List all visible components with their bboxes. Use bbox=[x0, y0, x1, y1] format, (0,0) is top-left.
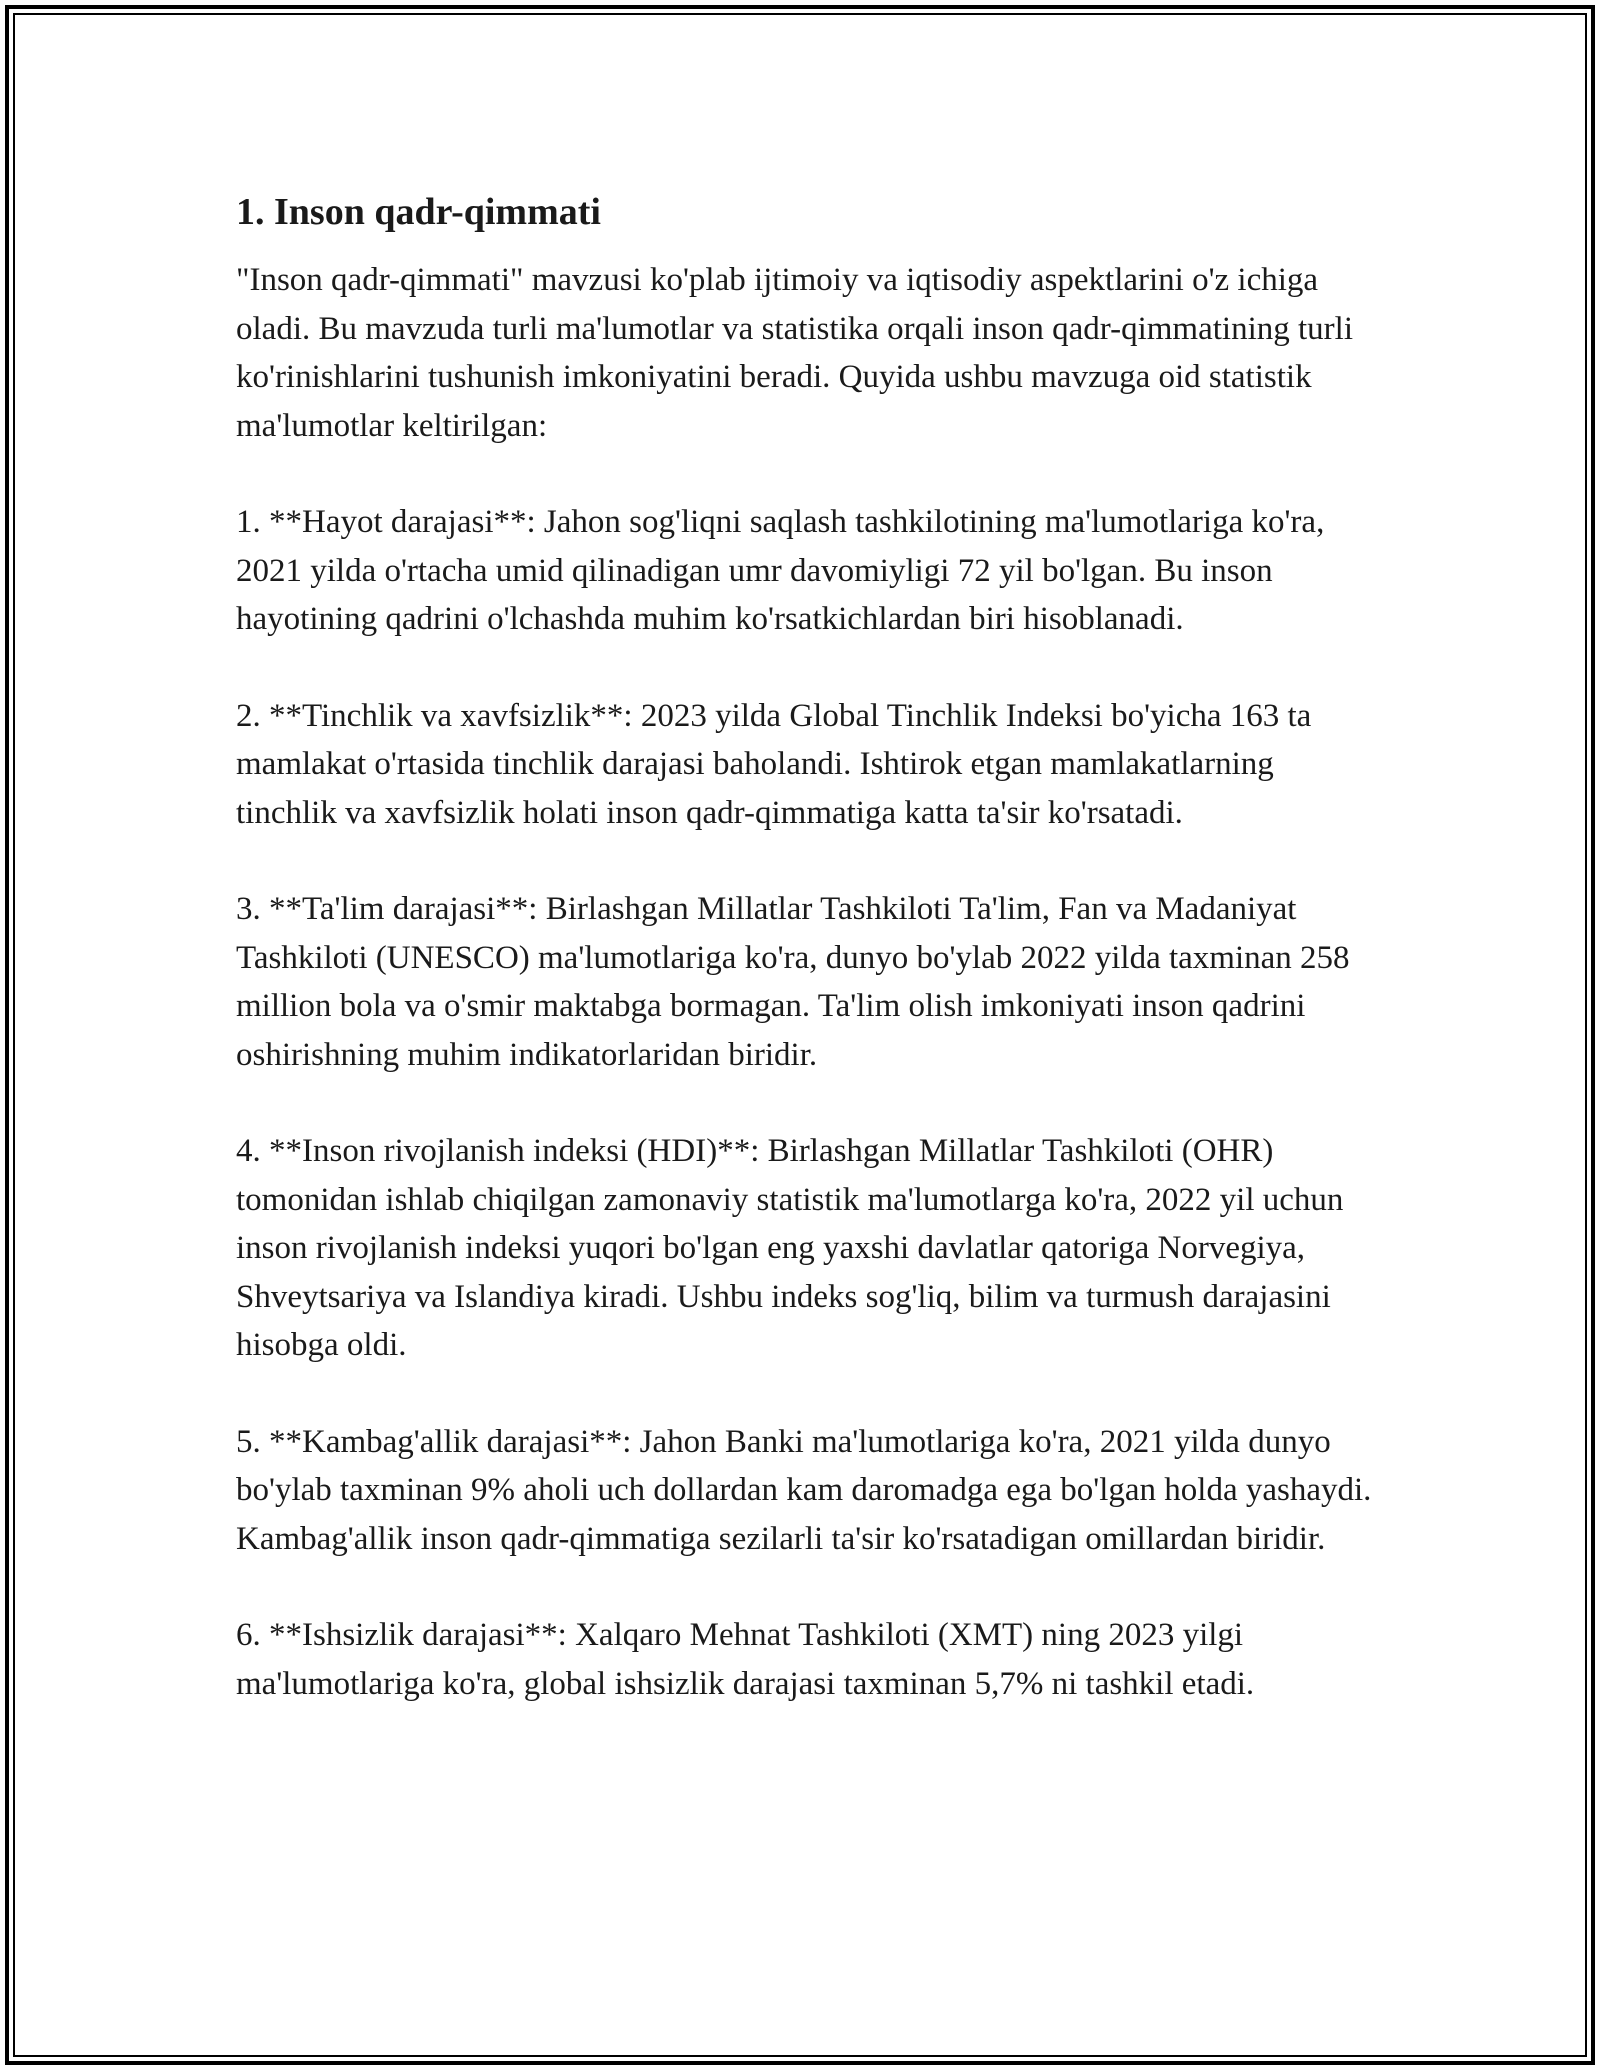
list-item-hdi: 4. **Inson rivojlanish indeksi (HDI)**: Birlashgan Millatlar Tashkiloti (OHR) tomonidan ishlab chiqilgan zamonaviy statistik ma'lumotlarga ko'ra, 2022 yil uchun inson rivojlanish indeksi yuqori bo'lgan eng yaxshi davlatlar qatoriga Norvegiya, Shveytsariya va Islandiya kiradi. Ushbu indeks sog'liq, bilim va turmush darajasini hisobga oldi. bbox=[236, 1133, 1344, 1363]
intro-paragraph: "Inson qadr-qimmati" mavzusi ko'plab ijtimoiy va iqtisodiy aspektlarini o'z ichiga oladi. Bu mavzuda turli ma'lumotlar va statistika orqali inson qadr-qimmatining turli ko'rinishlarini tushunish imkoniyatini beradi. Quyida ushbu mavzuga oid statistik ma'lumotlar keltirilgan: bbox=[236, 262, 1353, 444]
list-item-unemployment: 6. **Ishsizlik darajasi**: Xalqaro Mehnat Tashkiloti (XMT) ning 2023 yilgi ma'lumotlariga ko'ra, global ishsizlik darajasi taxminan 5,7% ni tashkil etadi. bbox=[236, 1617, 1255, 1702]
document-title: 1. Inson qadr-qimmati bbox=[236, 191, 601, 233]
list-item-life-level: 1. **Hayot darajasi**: Jahon sog'liqni saqlash tashkilotining ma'lumotlariga ko'ra, 2021 yilda o'rtacha umid qilinadigan umr davomiyligi 72 yil bo'lgan. Bu inson hayotining qadrini o'lchashda muhim ko'rsatkichlardan biri hisoblanadi. bbox=[236, 504, 1325, 637]
list-item-poverty: 5. **Kambag'allik darajasi**: Jahon Banki ma'lumotlariga ko'ra, 2021 yilda dunyo bo'ylab taxminan 9% aholi uch dollardan kam daromadga ega bo'lgan holda yashaydi. Kambag'allik inson qadr-qimmatiga sezilarli ta'sir ko'rsatadigan omillardan biridir. bbox=[236, 1423, 1372, 1557]
list-item-peace-security: 2. **Tinchlik va xavfsizlik**: 2023 yilda Global Tinchlik Indeksi bo'yicha 163 ta mamlakat o'rtasida tinchlik darajasi baholandi. Ishtirok etgan mamlakatlarning tinchlik va xavfsizlik holati inson qadr-qimmatiga katta ta'sir ko'rsatadi. bbox=[236, 697, 1312, 831]
document-body bbox=[236, 188, 1376, 1708]
list-item-education: 3. **Ta'lim darajasi**: Birlashgan Millatlar Tashkiloti Ta'lim, Fan va Madaniyat Tashkiloti (UNESCO) ma'lumotlariga ko'ra, dunyo bo'ylab 2022 yilda taxminan 258 million bola va o'smir maktabga bormagan. Ta'lim olish imkoniyati inson qadrini oshirishning muhim indikatorlaridan biridir. bbox=[236, 891, 1350, 1073]
